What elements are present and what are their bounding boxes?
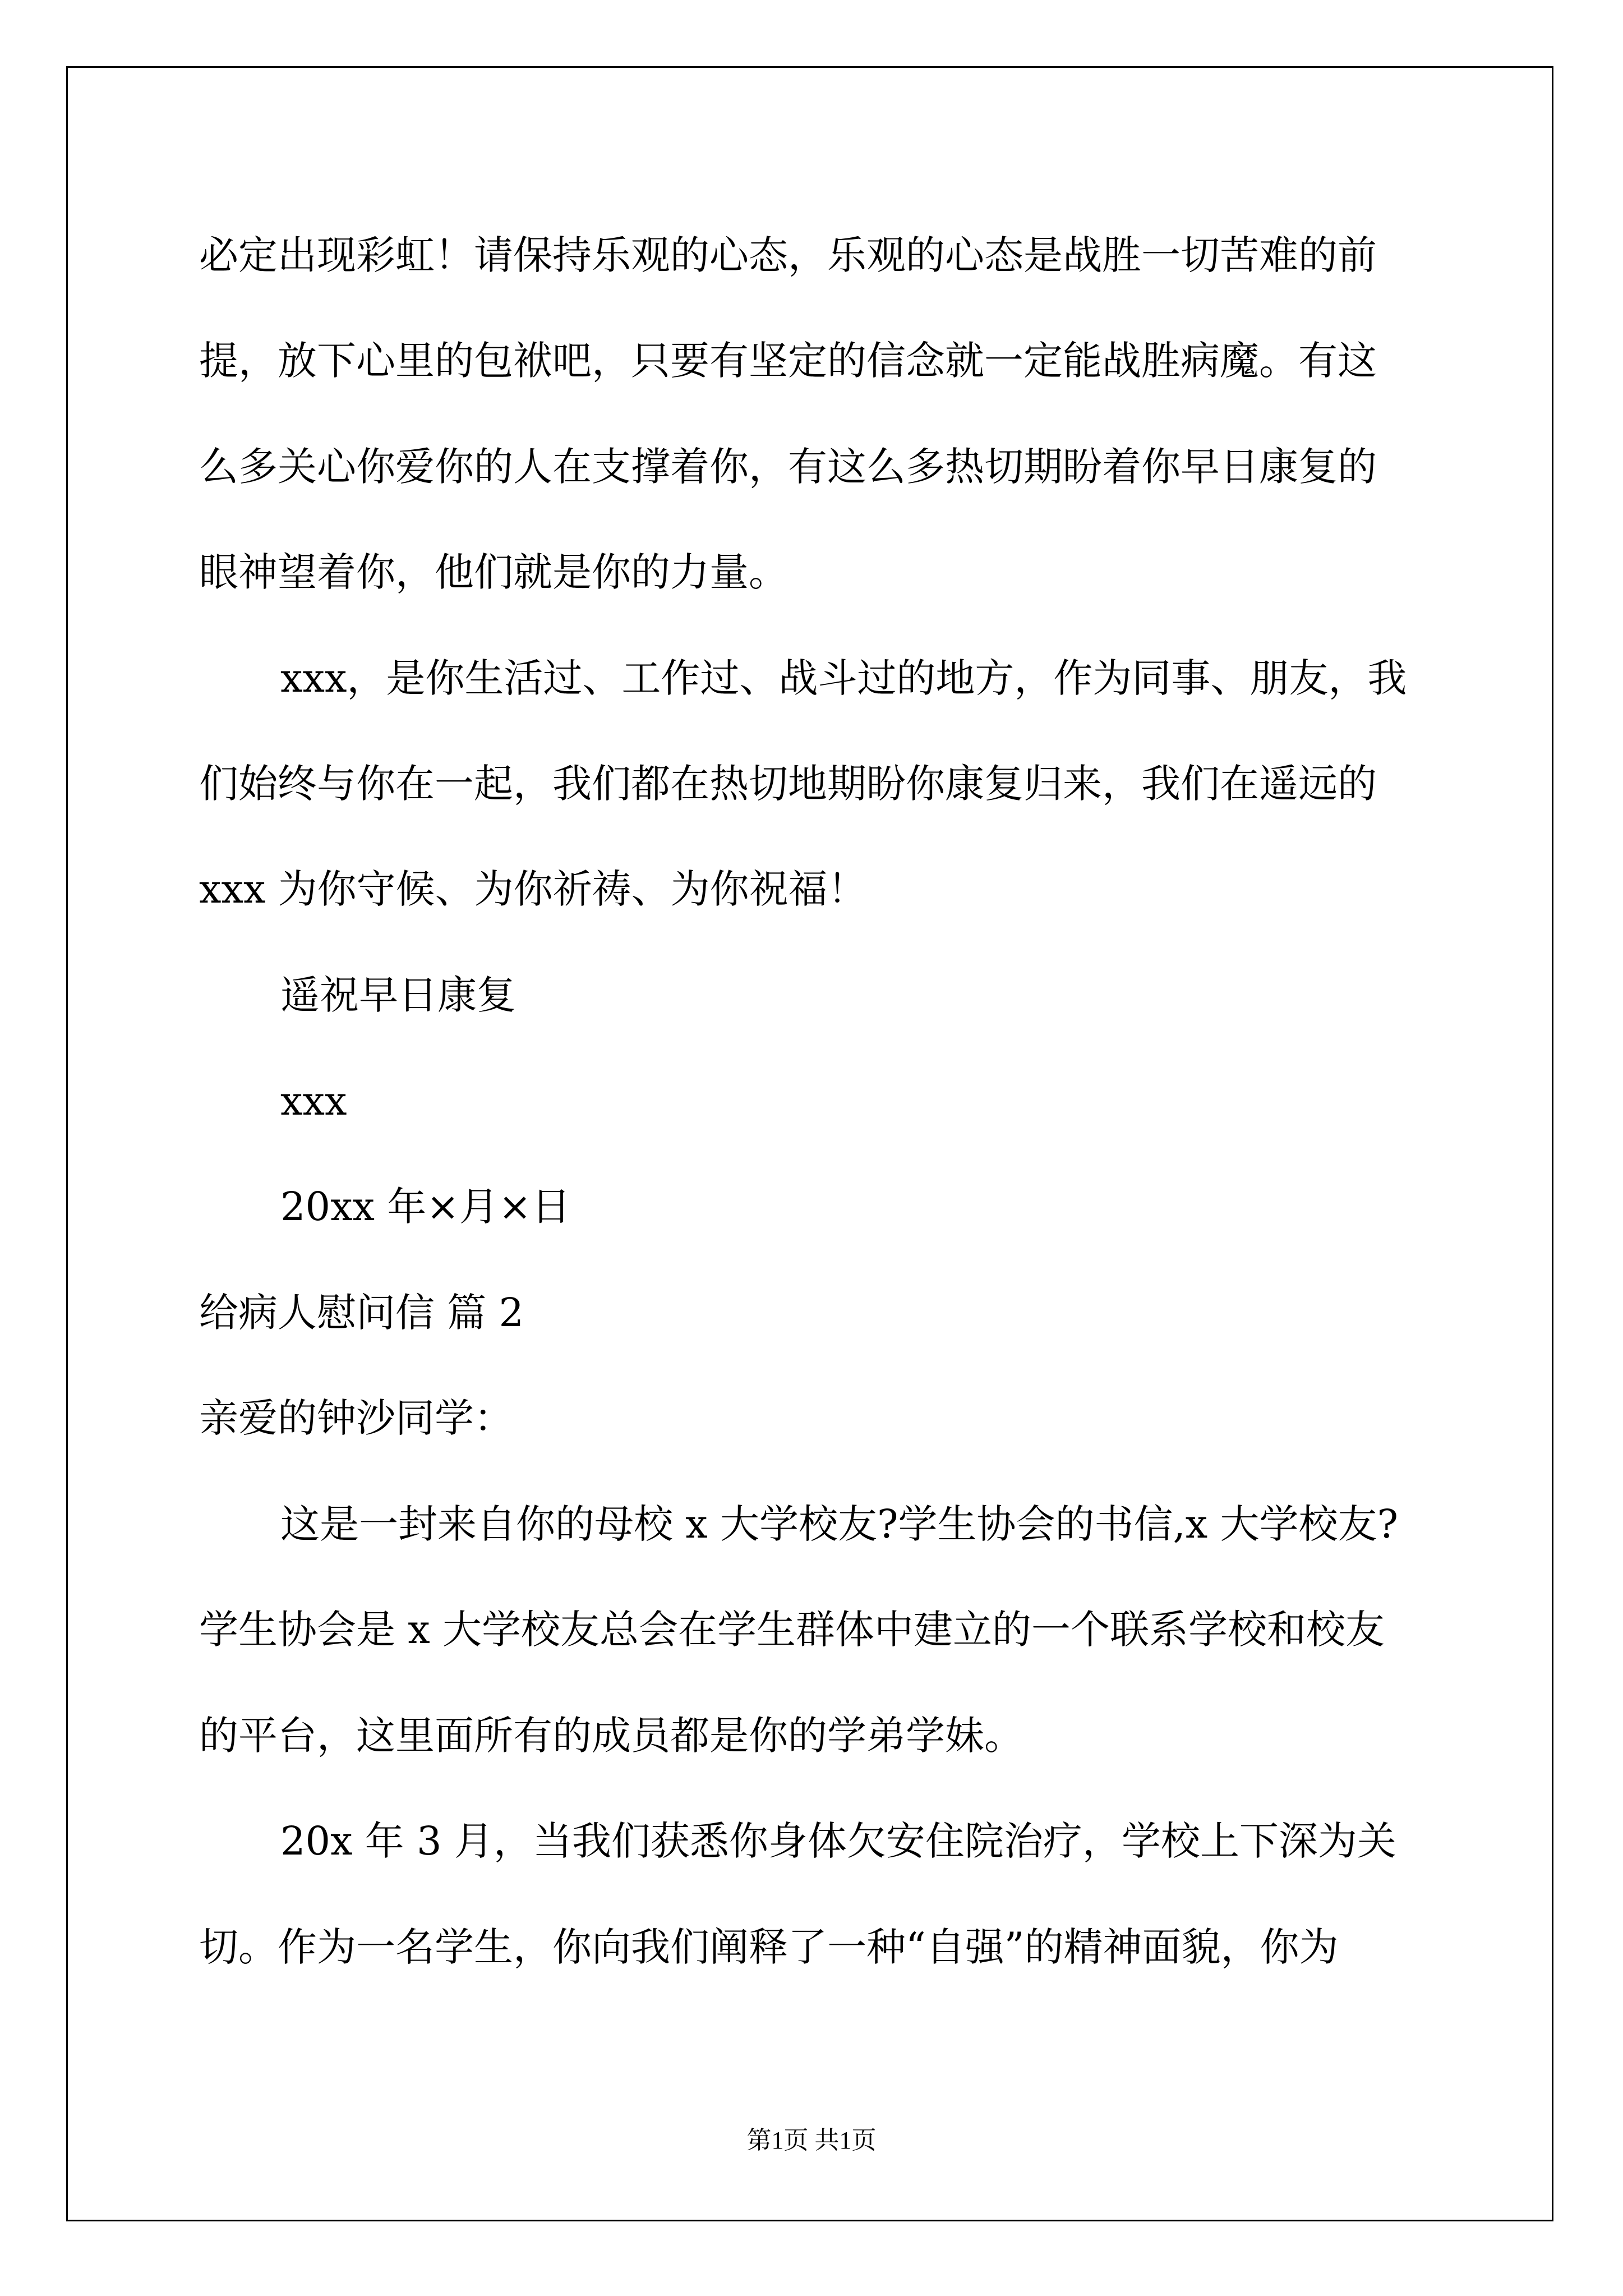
text-line: 切。作为一名学生，你向我们阐释了一种“自强”的精神面貌，你为 (199, 1924, 1339, 1970)
closing-text: 遥祝早日康复 (280, 972, 516, 1018)
signature-text: xxx (280, 1078, 347, 1124)
text-line: xxx 为你守候、为你祈祷、为你祝福！ (199, 866, 867, 912)
text-line: 这是一封来自你的母校 x 大学校友?学生协会的书信,x 大学校友? (280, 1501, 1399, 1547)
text-line: 提，放下心里的包袱吧，只要有坚定的信念就一定能战胜病魔。有这 (199, 338, 1377, 384)
text-line: 们始终与你在一起，我们都在热切地期盼你康复归来，我们在遥远的 (199, 761, 1377, 807)
text-line: xxx，是你生活过、工作过、战斗过的地方，作为同事、朋友，我 (280, 655, 1407, 701)
text-line: 么多关心你爱你的人在支撑着你，有这么多热切期盼着你早日康复的 (199, 444, 1377, 490)
page-border (66, 66, 1553, 2221)
text-line: 的平台，这里面所有的成员都是你的学弟学妹。 (199, 1713, 1023, 1759)
text-line: 必定出现彩虹！请保持乐观的心态，乐观的心态是战胜一切苦难的前 (199, 232, 1377, 278)
section-heading: 给病人慰问信 篇 2 (199, 1290, 524, 1336)
text-line: 学生协会是 x 大学校友总会在学生群体中建立的一个联系学校和校友 (199, 1607, 1385, 1653)
text-line: 20x 年 3 月，当我们获悉你身体欠安住院治疗，学校上下深为关 (280, 1818, 1396, 1864)
salutation-text: 亲爱的钟沙同学： (199, 1395, 513, 1441)
text-line: 眼神望着你，他们就是你的力量。 (199, 549, 788, 595)
date-text: 20xx 年×月×日 (280, 1184, 571, 1230)
page-number-footer: 第1页 共1页 (746, 2127, 877, 2154)
